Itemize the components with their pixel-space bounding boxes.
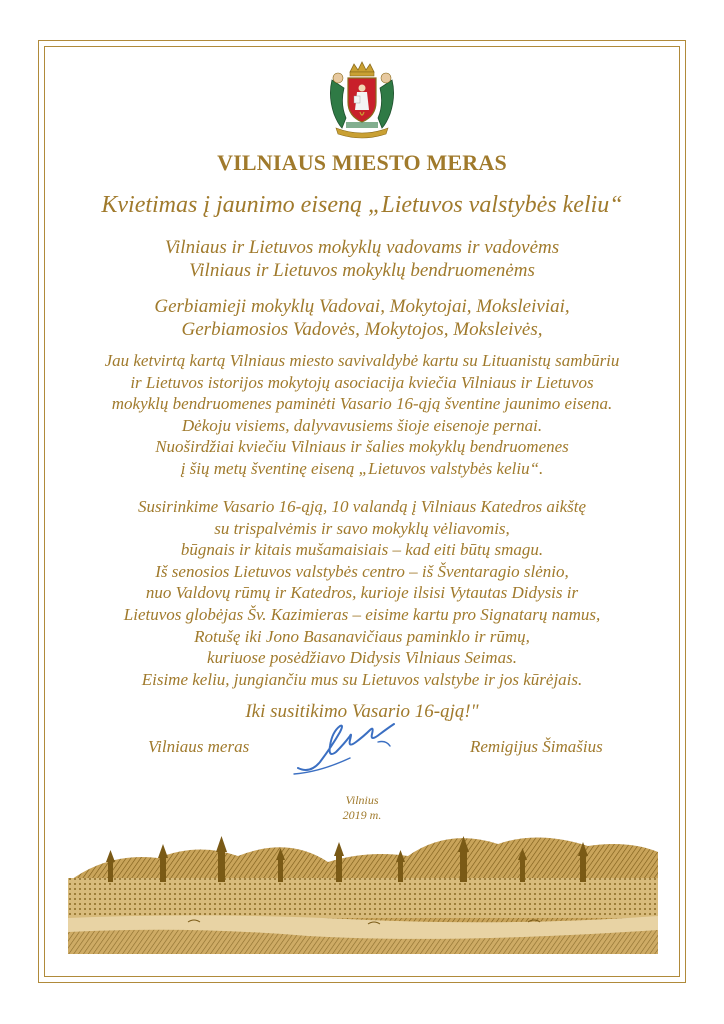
addressee-line: Vilniaus ir Lietuvos mokyklų vadovams ir vadovėms — [164, 237, 560, 258]
greeting-line: Gerbiamosios Vadovės, Mokytojos, Moksleivės, — [181, 319, 543, 340]
closing-line: Iki susitikimo Vasario 16-ąją!" — [245, 701, 479, 722]
paragraph-line: kuriuose posėdžiavo Didysis Vilniaus Seimas. — [207, 648, 517, 668]
greeting-block — [0, 295, 724, 341]
place-and-date — [0, 793, 724, 823]
paragraph-line: mokyklų bendruomenes paminėti Vasario 16-ąją šventine jaunimo eisena. — [111, 394, 613, 414]
vilnius-panorama-engraving — [68, 822, 658, 954]
paragraph-line: Nuoširdžiai kviečiu Vilniaus ir šalies mokyklų bendruomenes — [155, 437, 569, 457]
signer-name: Remigijus Šimašius — [470, 737, 603, 756]
paragraph-line: nuo Valdovų rūmų ir Katedros, kurioje ilsisi Vytautas Didysis ir — [145, 583, 579, 603]
paragraph-line: Rotušę iki Jono Basanavičiaus paminklo ir rūmų, — [194, 626, 530, 646]
paragraph-line: Eisime keliu, jungiančiu mus su Lietuvos valstybe ir jos kūrėjais. — [141, 669, 583, 689]
paragraph-line: Jau ketvirtą kartą Vilniaus miesto savivaldybė kartu su Lituanistų sambūriu — [104, 351, 620, 370]
paragraph-line: Lietuvos globėjas Šv. Kazimieras – eisime kartu pro Signatarų namus, — [123, 604, 601, 624]
vilnius-coat-of-arms-icon — [322, 58, 402, 140]
signer-title: Vilniaus meras — [148, 737, 250, 756]
document-heading: VILNIAUS MIESTO MERAS — [217, 150, 507, 175]
paragraph-line: būgnais ir kitais mušamaisiais – kad eiti būtų smagu. — [180, 540, 544, 560]
invitation-title: Kvietimas į jaunimo eiseną „Lietuvos valstybės keliu“ — [101, 192, 623, 218]
greeting-line: Gerbiamieji mokyklų Vadovai, Mokytojai, Moksleiviai, — [154, 296, 570, 317]
paragraph-route — [0, 496, 724, 690]
place-name: Vilnius — [345, 793, 379, 807]
paragraph-line: Dėkoju visiems, dalyvavusiems šioje eisenoje pernai. — [181, 415, 543, 435]
addressees-block — [0, 236, 724, 282]
signature-icon — [290, 712, 410, 784]
paragraph-line: Susirinkime Vasario 16-ąją, 10 valandą į Vilniaus Katedros aikštę — [137, 497, 587, 516]
paragraph-line: Iš senosios Lietuvos valstybės centro – iš Šventaragio slėnio, — [155, 561, 569, 581]
paragraph-invitation — [0, 350, 724, 480]
paragraph-line: ir Lietuvos istorijos mokytojų asociacija kviečia Vilniaus ir Lietuvos — [130, 372, 594, 392]
document-year: 2019 m. — [342, 808, 382, 822]
addressee-line: Vilniaus ir Lietuvos mokyklų bendruomenėms — [189, 260, 535, 281]
paragraph-line: į šių metų šventinę eiseną „Lietuvos valstybės keliu“. — [180, 458, 544, 478]
paragraph-line: su trispalvėmis ir savo mokyklų vėliavomis, — [214, 518, 510, 538]
